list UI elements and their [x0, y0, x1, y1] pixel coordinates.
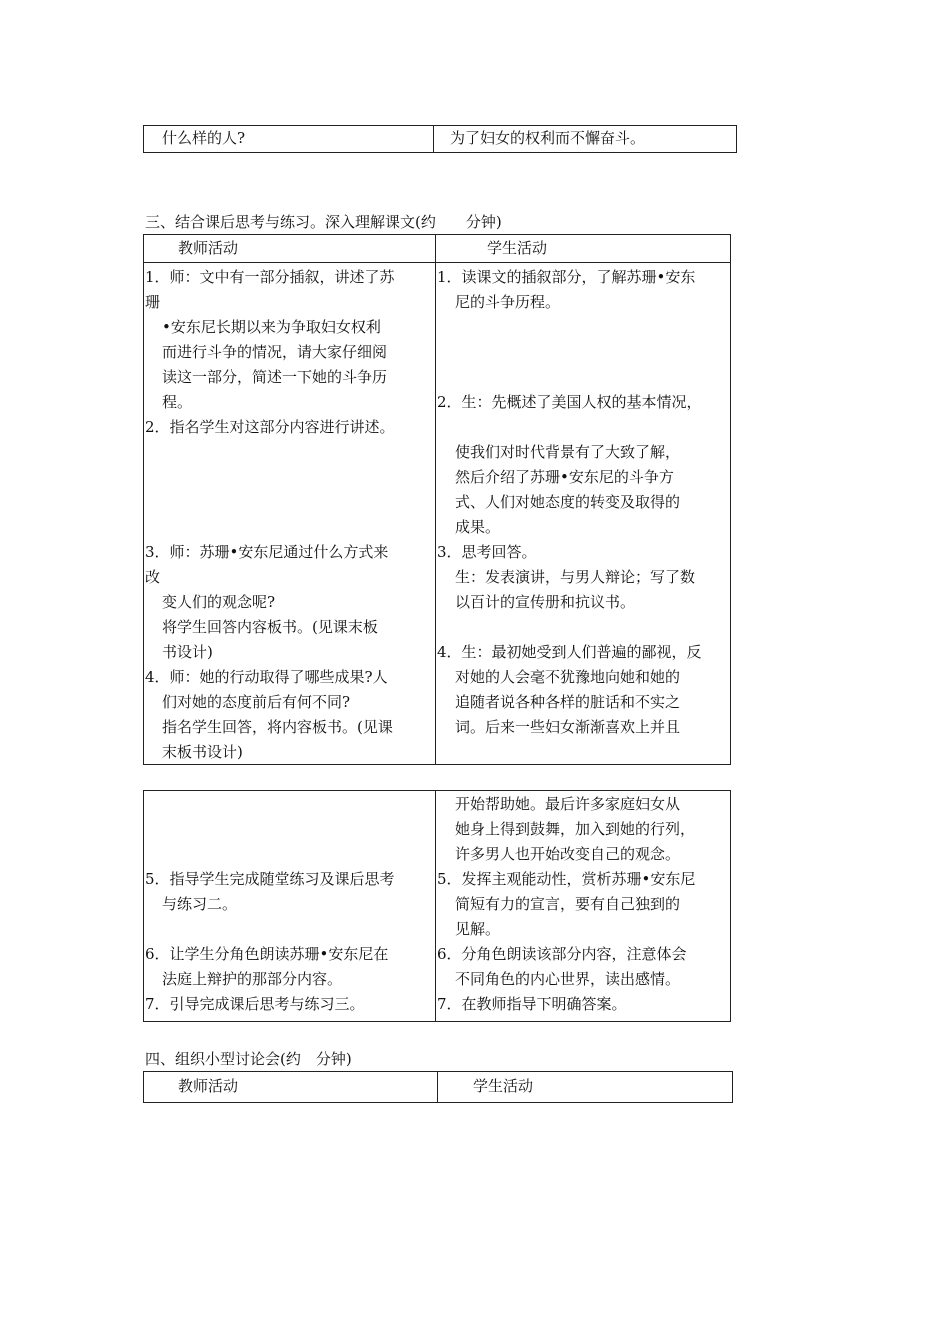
- teacher-line: 指名学生回答，将内容板书。(见课: [162, 718, 393, 736]
- student-line: 5．发挥主观能动性，赏析苏珊•安东尼: [437, 870, 696, 888]
- student-line: 然后介绍了苏珊•安东尼的斗争方: [455, 468, 674, 486]
- student-line: 简短有力的宣言，要有自己独到的: [455, 895, 681, 913]
- student-line: 式、人们对她态度的转变及取得的: [455, 493, 681, 511]
- student-line: 对她的人会毫不犹豫地向她和她的: [455, 668, 681, 686]
- section3-student-header: 学生活动: [487, 239, 548, 257]
- student-line: 尼的斗争历程。: [455, 293, 561, 311]
- student-line: 词。后来一些妇女渐渐喜欢上并且: [455, 718, 681, 736]
- teacher-line: 改: [145, 568, 161, 586]
- section3-heading: 三、结合课后思考与练习。深入理解课文(约 分钟): [145, 213, 502, 231]
- teacher-line: 书设计): [162, 643, 213, 661]
- teacher-line: 7．引导完成课后思考与练习三。: [145, 995, 365, 1013]
- section4-heading: 四、组织小型讨论会(约 分钟): [145, 1050, 352, 1068]
- teacher-line: 2．指名学生对这部分内容进行讲述。: [145, 418, 395, 436]
- teacher-line: 变人们的观念呢?: [162, 593, 276, 611]
- student-line: 她身上得到鼓舞，加入到她的行列，: [455, 820, 696, 838]
- student-line: 许多男人也开始改变自己的观念。: [455, 845, 681, 863]
- teacher-line: 与练习二。: [162, 895, 238, 913]
- student-line: 3．思考回答。: [437, 543, 537, 561]
- student-line: 追随者说各种各样的脏话和不实之: [455, 693, 681, 711]
- teacher-line: 们对她的态度前后有何不同?: [162, 693, 351, 711]
- student-line: 7．在教师指导下明确答案。: [437, 995, 627, 1013]
- teacher-line: 法庭上辩护的那部分内容。: [162, 970, 343, 988]
- student-line: 不同角色的内心世界，读出感情。: [455, 970, 681, 988]
- section4-teacher-header: 教师活动: [178, 1077, 239, 1095]
- top-table-left-cell: 什么样的人?: [162, 129, 246, 147]
- student-line: 1．读课文的插叙部分，了解苏珊•安东: [437, 268, 696, 286]
- teacher-line: 1．师：文中有一部分插叙，讲述了苏: [145, 268, 395, 286]
- top-table-divider: [433, 125, 434, 153]
- teacher-line: 6．让学生分角色朗读苏珊•安东尼在: [145, 945, 389, 963]
- section4-student-header: 学生活动: [473, 1077, 534, 1095]
- section4-column-divider: [437, 1071, 438, 1103]
- student-line: 4．生：最初她受到人们普遍的鄙视，反: [437, 643, 702, 661]
- student-line: 生：发表演讲，与男人辩论；写了数: [455, 568, 696, 586]
- student-line: 开始帮助她。最后许多家庭妇女从: [455, 795, 681, 813]
- section3-header-rule: [143, 262, 731, 263]
- teacher-line: 珊: [145, 293, 161, 311]
- teacher-line: 将学生回答内容板书。(见课末板: [162, 618, 378, 636]
- teacher-line: 而进行斗争的情况，请大家仔细阅: [162, 343, 388, 361]
- student-line: 以百计的宣传册和抗议书。: [455, 593, 636, 611]
- section3-column-divider: [435, 234, 436, 765]
- student-line: 使我们对时代背景有了大致了解，: [455, 443, 681, 461]
- teacher-line: 读这一部分，简述一下她的斗争历: [162, 368, 388, 386]
- student-line: 6．分角色朗读该部分内容，注意体会: [437, 945, 687, 963]
- teacher-line: 5．指导学生完成随堂练习及课后思考: [145, 870, 395, 888]
- teacher-line: 程。: [162, 393, 193, 411]
- teacher-line: •安东尼长期以来为争取妇女权利: [162, 318, 381, 336]
- student-line: 2．生：先概述了美国人权的基本情况，: [437, 393, 702, 411]
- student-line: 成果。: [455, 518, 501, 536]
- student-line: 见解。: [455, 920, 501, 938]
- section3-teacher-header: 教师活动: [178, 239, 239, 257]
- top-table-right-cell: 为了妇女的权利而不懈奋斗。: [450, 129, 646, 147]
- continuation-column-divider: [435, 790, 436, 1022]
- teacher-line: 3．师：苏珊•安东尼通过什么方式来: [145, 543, 389, 561]
- teacher-line: 4．师：她的行动取得了哪些成果?人: [145, 668, 388, 686]
- teacher-line: 末板书设计): [162, 743, 243, 761]
